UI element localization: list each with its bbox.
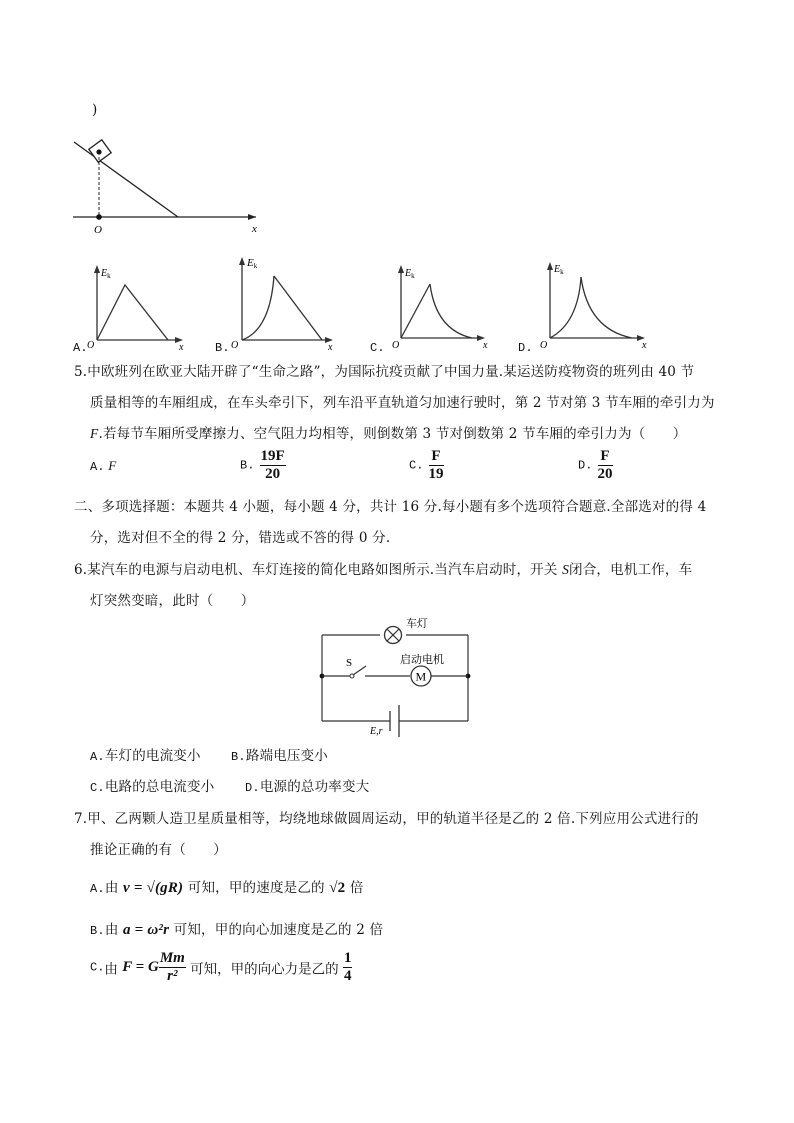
svg-text:x: x [179,342,184,352]
formula-a-omega2-r: a = ω²r [123,922,170,938]
q4-graph-c [392,262,492,352]
svg-text:O: O [392,340,400,351]
q5-stem-line1: 5.中欧班列在欧亚大陆开辟了“生命之路”，为国际抗疫贡献了中国力量.某运送防疫物资的班列由 40 节 [74,364,695,380]
circuit-diagram [310,615,480,740]
q4-option-a-label: A. [73,341,88,355]
q5-option-b: B. $\frac{19F}{20}$ [240,448,285,482]
q6-option-b: B.路端电压变小 [231,748,329,764]
svg-text:x: x [483,340,488,351]
q5-stem-line2: 质量相等的车厢组成，在车头牵引下，列车沿平直轨道匀加速行驶时，第 2 节对第 3 节车厢的牵引力为 [90,395,715,411]
formula-v-sqrt-gr: v = √(gR) [123,880,184,896]
q5-option-d: D. $\frac{F}{20}$ [578,448,613,482]
svg-text:x: x [642,340,647,351]
svg-text:Ek: $E_k$ [554,264,564,276]
q7-stem-line2: 推论正确的有（ ） [90,842,227,858]
svg-text:Ek: $E_k$ [405,268,415,280]
q7-option-a: A.由 v = √(gR) 可知，甲的速度是乙的 √2 倍 [90,880,364,896]
svg-text:E,r: E,r [370,726,383,737]
section2-heading-line2: 分，选对但不全的得 2 分，错选或不答的得 0 分. [90,530,391,546]
q6-stem-line1: 6.某汽车的电源与启动电机、车灯连接的简化电路如图所示.当汽车启动时，开关 S闭合，电机工作，车 [74,562,693,578]
svg-text:启动电机: 启动电机 [400,654,444,666]
q4-option-c-label: C. [370,341,385,355]
q7-option-c: C.由 F = G $\frac{Mm}{\text{r²}}$ 可知，甲的向心力是乙的 $\frac{1}{4}$ [90,950,352,984]
q4-option-d-label: D. [518,341,533,355]
q4-graph-b [228,252,338,352]
q5-option-c: C. $\frac{F}{19}$ [409,448,444,482]
q4-graph-d [538,257,653,352]
svg-text:Ek: $E_k$ [101,268,111,280]
q6-option-c: C.电路的总电流变小 [90,779,215,795]
svg-text:O: O [94,224,102,235]
svg-text:车灯: 车灯 [406,618,428,630]
incline-figure [68,135,268,235]
q5-option-a: A. F [90,458,117,474]
q4-option-b-label: B. [215,341,230,355]
svg-text:O: O [231,340,239,351]
q7-option-b: B.由 a = ω²r 可知，甲的向心加速度是乙的 2 倍 [90,922,384,938]
q6-option-d: D.电源的总功率变大 [245,779,370,795]
q6-stem-line2: 灯突然变暗，此时（ ） [90,593,255,609]
svg-text:x: x [252,223,257,235]
q6-option-a: A.车灯的电流变小 [90,748,201,764]
q4-graph-a [86,262,186,352]
svg-text:O: O [87,340,95,351]
svg-text:S: S [346,657,353,669]
q4-paren-close: ) [92,102,98,118]
svg-text:O: O [540,340,548,351]
q5-stem-line3: F.若每节车厢所受摩擦力、空气阻力均相等，则倒数第 3 节对倒数第 2 节车厢的牵引力为（ ） [90,426,687,442]
svg-text:M: M [415,669,427,684]
svg-text:Ek: Ek [247,257,258,270]
switch-icon [353,666,366,675]
svg-text:x: x [328,342,333,352]
q7-stem-line1: 7.甲、乙两颗人造卫星质量相等，均绕地球做圆周运动，甲的轨道半径是乙的 2 倍.下列应用公式进行的 [74,811,699,827]
section2-heading-line1: 二、多项选择题：本题共 4 小题，每小题 4 分，共计 16 分.每小题有多个选项符合题意.全部选对的得 4 [74,499,707,515]
q5-var-f: F [90,426,99,441]
